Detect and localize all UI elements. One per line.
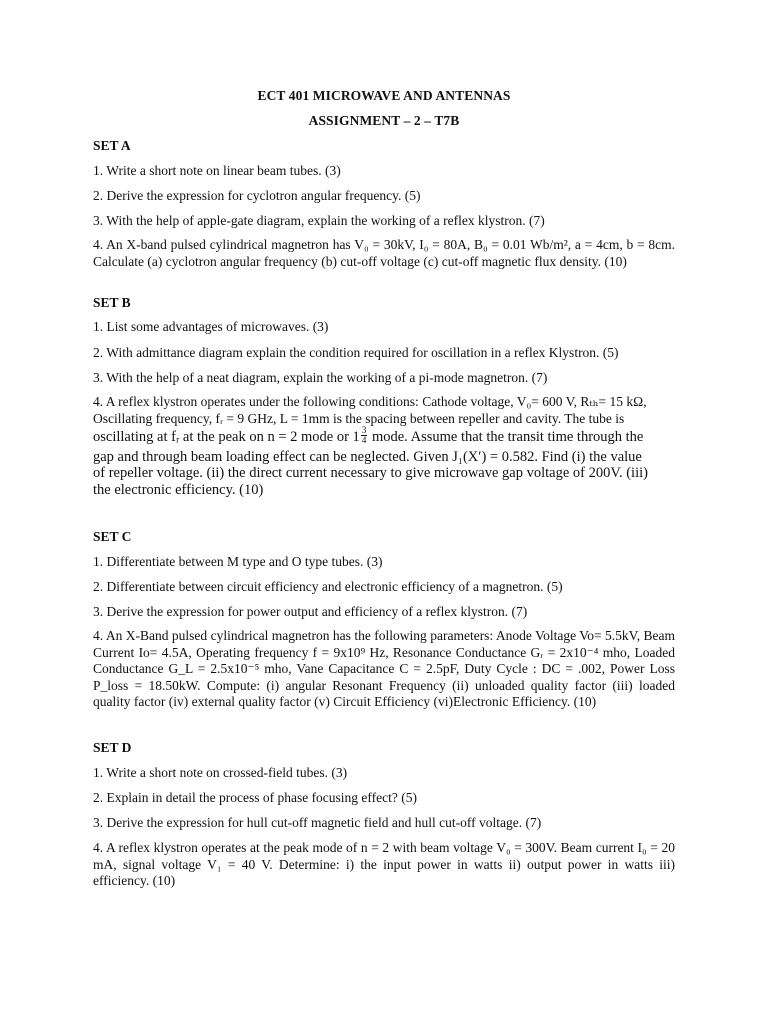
set-b-question-4-line-3-end: mode. Assume that the transit time through the: [368, 429, 644, 445]
three-quarters-fraction: $\frac{3}{4}$: [361, 425, 367, 446]
set-d-question-1: 1. Write a short note on crossed-field tubes. (3): [93, 765, 348, 780]
set-b-question-1: 1. List some advantages of microwaves. (3): [93, 319, 329, 334]
set-d-question-2: 2. Explain in detail the process of phase focusing effect? (5): [93, 790, 418, 805]
set-c-heading: SET C: [93, 529, 132, 544]
document-subtitle: ASSIGNMENT – 2 – T7B: [308, 113, 460, 128]
set-b-heading: SET B: [93, 295, 131, 310]
document-title: ECT 401 MICROWAVE AND ANTENNAS: [257, 88, 511, 103]
set-b-question-4-line-3: [93, 425, 675, 446]
set-d-heading: SET D: [93, 740, 132, 755]
set-a-question-2: 2. Derive the expression for cyclotron angular frequency. (5): [93, 188, 421, 203]
set-c-question-1: 1. Differentiate between M type and O type tubes. (3): [93, 554, 383, 569]
set-b-question-3: 3. With the help of a neat diagram, explain the working of a pi-mode magnetron. (7): [93, 370, 548, 385]
set-b-question-4: [93, 394, 675, 498]
set-d-question-3: 3. Derive the expression for hull cut-off magnetic field and hull cut-off voltage. (7): [93, 815, 542, 830]
set-b-question-4-line-2: Oscillating frequency, fᵣ = 9 GHz, L = 1mm is the spacing between repeller and cavity. The tube is: [93, 410, 625, 426]
set-b-question-4-line-3-start: oscillating at fᵣ at the peak on n = 2 mode or 1: [93, 429, 360, 445]
set-b-question-4-line-6: the electronic efficiency. (10): [93, 481, 264, 498]
set-c-question-3: 3. Derive the expression for power output and efficiency of a reflex klystron. (7): [93, 604, 528, 619]
set-d-question-4: 4. A reflex klystron operates at the peak mode of n = 2 with beam voltage V₀ = 300V. Beam current I₀ = 20 mA, signal voltage V₁ = 40 V. Determine: i) the input power in watts ii) output power in watts iii) efficiency. (10): [93, 840, 675, 888]
set-c-question-2: 2. Differentiate between circuit efficiency and electronic efficiency of a magnetron. (5): [93, 579, 563, 594]
set-b-question-4-line-5: of repeller voltage. (ii) the direct current necessary to give microwave gap voltage of 200V. (iii): [93, 465, 648, 481]
set-c-question-4: 4. An X-Band pulsed cylindrical magnetron has the following parameters: Anode Voltage Vo= 5.5kV, Beam Current Io= 4.5A, Operating frequency f = 9x10⁹ Hz, Resonance Conductance Gᵣ = 2x10⁻⁴ mho, Loaded Conductance G_L = 2.5x10⁻⁵ mho, Vane Capacitance C = 2.5pF, Duty Cycle : DC = .002, Power Loss P_loss = 18.50kW. Compute: (i) angular Resonant Frequency (ii) unloaded quality factor (iii) loaded quality factor (iv) external quality factor (v) Circuit Efficiency (vi)Electronic Efficiency. (10): [93, 628, 675, 709]
set-b-question-4-line-4: gap and through beam loading effect can be neglected. Given J₁(X′) = 0.582. Find (i) the value: [93, 448, 642, 465]
set-b-question-2: 2. With admittance diagram explain the condition required for oscillation in a reflex Klystron. (5): [93, 345, 619, 360]
set-a-question-4: 4. An X-band pulsed cylindrical magnetron has V₀ = 30kV, I₀ = 80A, B₀ = 0.01 Wb/m², a = 4cm, b = 8cm. Calculate (a) cyclotron angular frequency (b) cut-off voltage (c) cut-off magnetic flux density. (10): [93, 237, 675, 269]
set-a-question-1: 1. Write a short note on linear beam tubes. (3): [93, 163, 341, 178]
set-a-question-3: 3. With the help of apple-gate diagram, explain the working of a reflex klystron. (7): [93, 213, 545, 228]
set-b-question-4-line-1: 4. A reflex klystron operates under the following conditions: Cathode voltage, V₀= 600 V, Rₜₕ= 15 kΩ,: [93, 394, 647, 409]
set-a-heading: SET A: [93, 138, 131, 153]
